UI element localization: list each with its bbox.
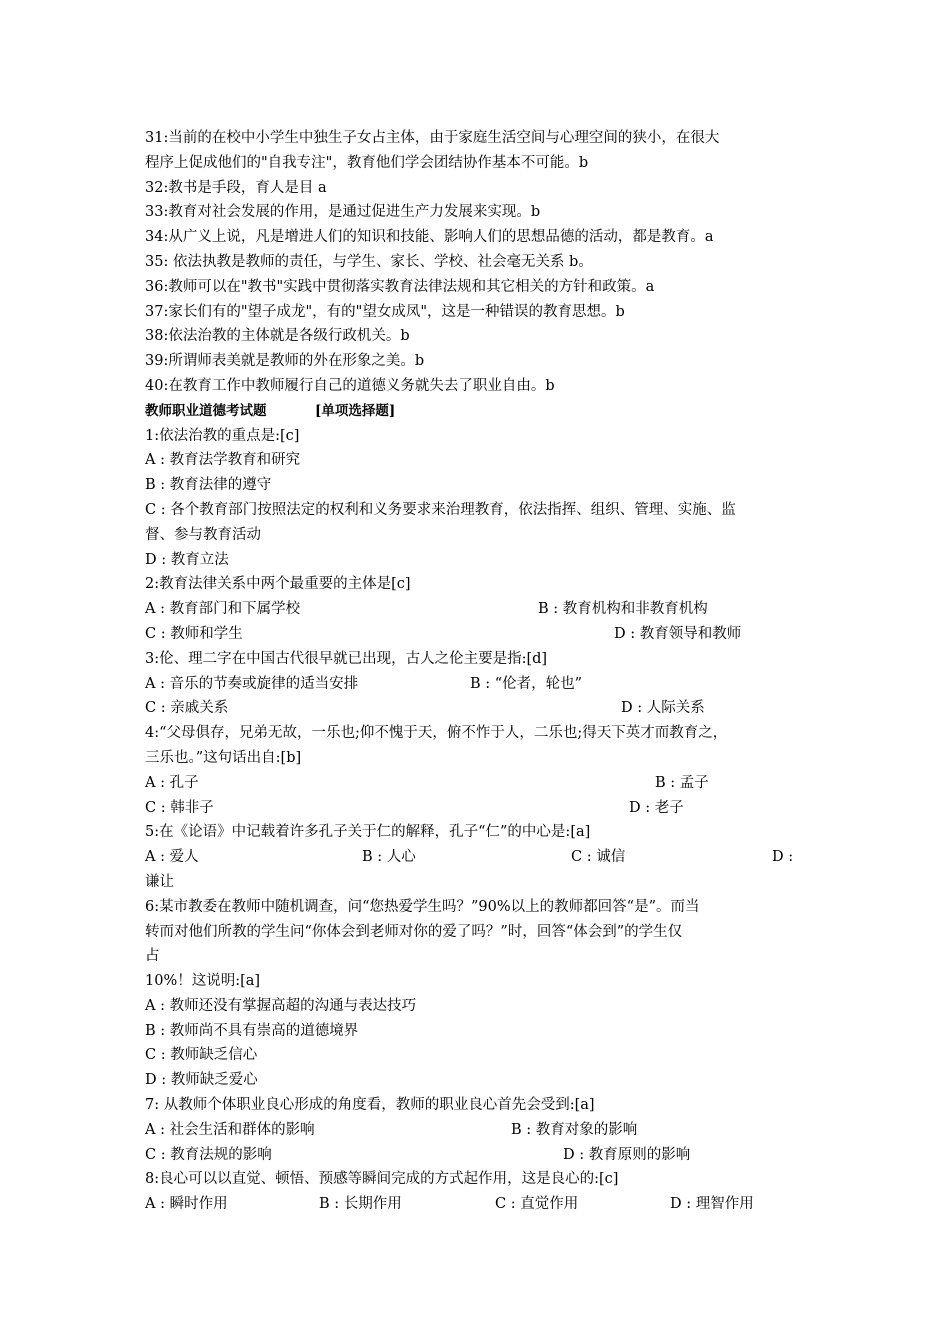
text-cell: B : 人心	[362, 849, 416, 866]
text-cell: B : 长期作用	[319, 1196, 402, 1213]
line-text: 程序上促成他们的"自我专注"，教育他们学会团结协作基本不可能。b	[145, 154, 589, 171]
line-text: D : 教育立法	[145, 551, 229, 568]
text-line	[145, 523, 810, 548]
line-text: 35: 依法执教是教师的责任，与学生、家长、学校、社会毫无关系 b。	[145, 253, 593, 270]
text-line	[145, 250, 810, 275]
line-text: 31:当前的在校中小学生中独生子女占主体，由于家庭生活空间与心理空间的狭小，在很大	[145, 130, 720, 146]
text-line	[145, 721, 810, 746]
line-text: 5:在《论语》中记载着许多孔子关于仁的解释，孔子“仁”的中心是:[a]	[145, 824, 591, 841]
text-cell: D : 教育领导和教师	[614, 625, 742, 642]
line-text: 2:教育法律关系中两个最重要的主体是[c]	[145, 576, 411, 593]
line-text: 4:“父母俱存，兄弟无故，一乐也;仰不愧于天，俯不怍于人，二乐也;得天下英才而教育之，	[145, 725, 728, 742]
text-line	[145, 870, 810, 895]
text-cell: C : 教育法规的影响	[145, 1146, 272, 1163]
text-line	[145, 473, 810, 498]
text-cell: C : 直觉作用	[495, 1196, 579, 1213]
line-text: B : 教师尚不具有崇高的道德境界	[145, 1022, 359, 1039]
text-line	[145, 696, 810, 721]
text-cell: A : 孔子	[145, 774, 199, 791]
line-text: 3:伦、理二字在中国古代很早就已出现，古人之伦主要是指:[d]	[145, 650, 548, 667]
text-line	[145, 647, 810, 672]
text-line	[145, 374, 810, 399]
text-line	[145, 771, 810, 796]
text-cell: D : 理智作用	[670, 1196, 754, 1213]
line-text: 36:教师可以在"教书"实践中贯彻落实教育法律法规和其它相关的方针和政策。a	[145, 278, 655, 295]
line-text: 谦让	[145, 873, 174, 890]
line-text: 三乐也。”这句话出自:[b]	[145, 749, 302, 766]
line-text: 占	[145, 948, 160, 965]
text-line	[145, 200, 810, 225]
line-text: 8:良心可以以直觉、顿悟、预感等瞬间完成的方式起作用，这是良心的:[c]	[145, 1171, 619, 1188]
text-line	[145, 498, 810, 523]
line-text: B : 教育法律的遵守	[145, 477, 272, 494]
text-line	[145, 572, 810, 597]
text-cell: C : 韩非子	[145, 799, 214, 816]
text-line	[145, 920, 810, 945]
line-text: 32:教书是手段，育人是目 a	[145, 179, 327, 196]
section-heading	[145, 399, 810, 424]
line-text: 37:家长们有的"望子成龙"，有的"望女成凤"，这是一种错误的教育思想。b	[145, 303, 625, 320]
text-line	[145, 746, 810, 771]
text-line	[145, 448, 810, 473]
text-cell: B : 教育机构和非教育机构	[538, 601, 708, 618]
text-line	[145, 944, 810, 969]
text-cell: C : 教师和学生	[145, 625, 243, 642]
text-line	[145, 672, 810, 697]
text-cell: B : “伦者，轮也”	[470, 675, 583, 692]
text-cell: D : 人际关系	[621, 700, 705, 717]
text-cell: A : 社会生活和群体的影响	[145, 1121, 315, 1138]
line-text: 40:在教育工作中教师履行自己的道德义务就失去了职业自由。b	[145, 377, 555, 394]
text-cell: A : 教育部门和下属学校	[145, 601, 301, 618]
line-text: 38:依法治教的主体就是各级行政机关。b	[145, 328, 410, 345]
text-line	[145, 176, 810, 201]
text-cell: A : 爱人	[145, 849, 199, 866]
text-line	[145, 1143, 810, 1168]
text-cell: B : 教育对象的影响	[511, 1121, 638, 1138]
line-text: 10%！这说明:[a]	[145, 973, 261, 990]
text-line	[145, 1192, 810, 1217]
document-body	[145, 126, 810, 1217]
text-cell: 教师职业道德考试题	[145, 402, 267, 419]
line-text: 转而对他们所教的学生问“你体会到老师对你的爱了吗？”时，回答“体会到”的学生仅	[145, 923, 683, 940]
line-text: D : 教师缺乏爱心	[145, 1072, 258, 1089]
text-cell: C : 诚信	[571, 849, 626, 866]
text-line	[145, 300, 810, 325]
text-line	[145, 151, 810, 176]
line-text: 34:从广义上说，凡是增进人们的知识和技能、影响人们的思想品德的活动，都是教育。a	[145, 229, 714, 246]
line-text: C : 各个教育部门按照法定的权利和义务要求来治理教育，依法指挥、组织、管理、实施、监	[145, 501, 736, 518]
text-cell: D : 老子	[629, 799, 684, 816]
line-text: 39:所谓师表美就是教师的外在形象之美。b	[145, 353, 425, 370]
text-line	[145, 424, 810, 449]
text-line	[145, 126, 810, 151]
line-text: C : 教师缺乏信心	[145, 1047, 258, 1064]
text-line	[145, 1068, 810, 1093]
text-line	[145, 1043, 810, 1068]
line-text: 6:某市教委在教师中随机调查，问“您热爱学生吗？”90%以上的教师都回答“是”。而当	[145, 898, 700, 915]
line-text: A : 教育法学教育和研究	[145, 452, 301, 469]
text-line	[145, 548, 810, 573]
text-cell: A : 瞬时作用	[145, 1196, 228, 1213]
text-line	[145, 324, 810, 349]
text-line	[145, 225, 810, 250]
text-line	[145, 1093, 810, 1118]
text-line	[145, 1019, 810, 1044]
line-text: 督、参与教育活动	[145, 526, 261, 543]
text-line	[145, 1167, 810, 1192]
text-line	[145, 994, 810, 1019]
text-line	[145, 597, 810, 622]
line-text: A : 教师还没有掌握高超的沟通与表达技巧	[145, 997, 417, 1014]
text-cell: B : 孟子	[655, 774, 709, 791]
text-line	[145, 1118, 810, 1143]
text-line	[145, 796, 810, 821]
line-text: 7: 从教师个体职业良心形成的角度看，教师的职业良心首先会受到:[a]	[145, 1097, 595, 1114]
text-cell: D : 教育原则的影响	[563, 1146, 691, 1163]
line-text: 33:教育对社会发展的作用，是通过促进生产力发展来实现。b	[145, 204, 541, 221]
text-line	[145, 895, 810, 920]
text-line	[145, 969, 810, 994]
text-cell: C : 亲戚关系	[145, 700, 229, 717]
text-line	[145, 275, 810, 300]
text-line	[145, 845, 810, 870]
text-line	[145, 349, 810, 374]
text-line	[145, 622, 810, 647]
text-cell: A : 音乐的节奏或旋律的适当安排	[145, 675, 359, 692]
text-line	[145, 820, 810, 845]
line-text: 1:依法治教的重点是:[c]	[145, 427, 300, 444]
text-cell: [单项选择题]	[315, 402, 396, 419]
text-cell: D :	[772, 849, 794, 866]
